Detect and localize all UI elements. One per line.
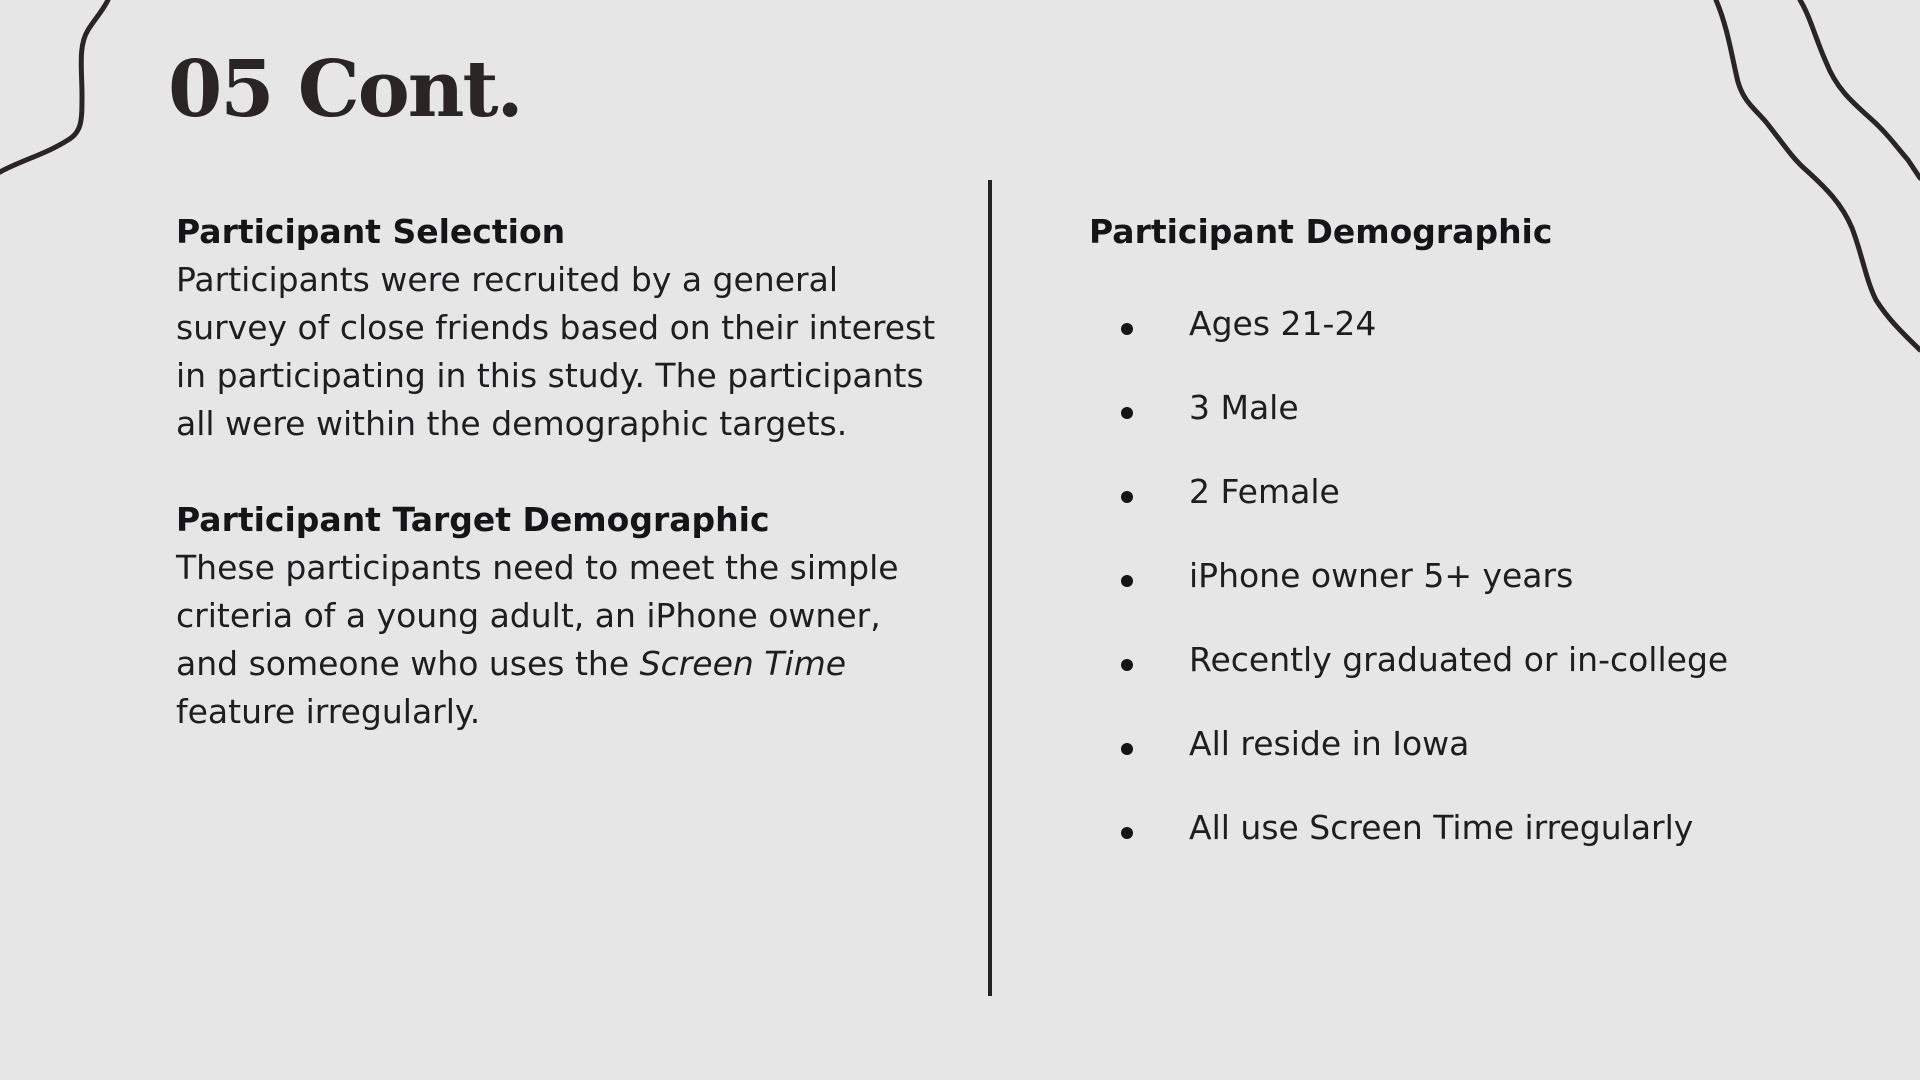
bullet-icon	[1121, 659, 1133, 671]
list-item	[1089, 384, 1728, 468]
list-item-label: Recently graduated or in-college	[1189, 640, 1729, 679]
list-item-label: 3 Male	[1189, 388, 1299, 427]
bullet-icon	[1121, 827, 1133, 839]
target-body-emphasis: Screen Time	[639, 644, 847, 683]
target-heading: Participant Target Demographic	[176, 500, 770, 539]
bullet-icon	[1121, 743, 1133, 755]
demographic-list	[1089, 300, 1728, 888]
target-body-start: These participants need to meet the simple criteria of a young adult, an iPhone owner, and someone who uses the	[176, 548, 899, 683]
bullet-icon	[1121, 323, 1133, 335]
squiggle-top-right-inner	[1716, 0, 1920, 350]
list-item	[1089, 804, 1728, 888]
target-body-end: feature irregularly.	[176, 692, 481, 731]
list-item	[1089, 552, 1728, 636]
right-column	[1089, 208, 1849, 847]
section-spacer	[176, 448, 936, 496]
list-item-label: All reside in Iowa	[1189, 724, 1470, 763]
list-item	[1089, 636, 1728, 720]
selection-body: Participants were recruited by a general survey of close friends based on their interest in participating in this study. The participants all were within the demographic targets.	[176, 260, 936, 443]
squiggle-top-right-outer	[1800, 0, 1920, 178]
column-divider	[988, 180, 992, 996]
list-item	[1089, 468, 1728, 552]
list-item	[1089, 720, 1728, 804]
left-column	[176, 208, 936, 736]
list-item-label: iPhone owner 5+ years	[1189, 556, 1574, 595]
slide-title: 05 Cont.	[168, 44, 522, 135]
list-item	[1089, 300, 1728, 384]
target-body	[176, 544, 936, 736]
list-item-label: 2 Female	[1189, 472, 1340, 511]
squiggle-top-left	[0, 0, 108, 172]
bullet-icon	[1121, 407, 1133, 419]
bullet-icon	[1121, 491, 1133, 503]
demographic-heading: Participant Demographic	[1089, 212, 1553, 251]
selection-heading: Participant Selection	[176, 212, 566, 251]
list-item-label: All use Screen Time irregularly	[1189, 808, 1694, 847]
list-item-label: Ages 21-24	[1189, 304, 1377, 343]
bullet-icon	[1121, 575, 1133, 587]
